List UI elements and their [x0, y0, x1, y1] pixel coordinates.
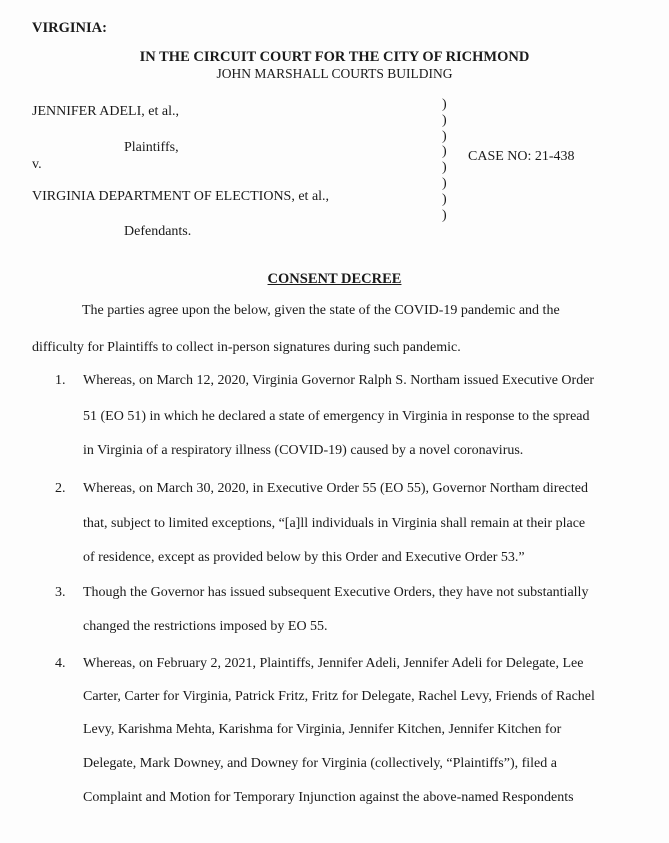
- caption-paren: ): [442, 97, 447, 112]
- paragraph-line: Whereas, on February 2, 2021, Plaintiffs, Jennifer Adeli, Jennifer Adeli for Delegate, Lee: [83, 656, 584, 671]
- plaintiffs-role: Plaintiffs,: [124, 140, 179, 155]
- intro-line: difficulty for Plaintiffs to collect in-person signatures during such pandemic.: [32, 340, 461, 355]
- caption-paren: ): [442, 128, 447, 144]
- paragraph-line: in Virginia of a respiratory illness (COVID-19) caused by a novel coronavirus.: [83, 443, 524, 458]
- defendants-role: Defendants.: [124, 224, 192, 239]
- paragraph-line: 51 (EO 51) in which he declared a state of emergency in Virginia in response to the spread: [83, 409, 590, 424]
- caption-paren: ): [442, 207, 447, 223]
- paragraph-number: 3.: [55, 585, 66, 600]
- state-heading: VIRGINIA:: [32, 20, 107, 36]
- paragraph-number: 4.: [55, 656, 66, 671]
- plaintiff-name: JENNIFER ADELI, et al.,: [32, 104, 179, 119]
- caption-paren: ): [442, 112, 447, 128]
- paragraph-line: changed the restrictions imposed by EO 55.: [83, 619, 328, 634]
- caption-paren: ): [442, 175, 447, 191]
- caption-paren: ): [442, 144, 447, 160]
- paragraph-line: Complaint and Motion for Temporary Injunction against the above-named Respondents: [83, 790, 574, 805]
- paragraph-line: Levy, Karishma Mehta, Karishma for Virginia, Jennifer Kitchen, Jennifer Kitchen for: [83, 722, 562, 737]
- court-building: JOHN MARSHALL COURTS BUILDING: [216, 66, 453, 81]
- paragraph-line: Though the Governor has issued subsequent Executive Orders, they have not substantially: [83, 585, 589, 600]
- caption-bracket: [442, 97, 456, 223]
- paragraph-line: of residence, except as provided below by this Order and Executive Order 53.”: [83, 550, 525, 565]
- intro-line: The parties agree upon the below, given the state of the COVID-19 pandemic and the: [82, 303, 560, 318]
- versus-label: v.: [32, 157, 42, 172]
- caption-paren: ): [442, 191, 447, 207]
- paragraph-line: that, subject to limited exceptions, “[a]ll individuals in Virginia shall remain at their place: [83, 516, 586, 531]
- paragraph-line: Carter, Carter for Virginia, Patrick Fritz, Fritz for Delegate, Rachel Levy, Friends of Rachel: [83, 689, 595, 704]
- paragraph-number: 1.: [55, 373, 66, 388]
- paragraph-number: 2.: [55, 481, 66, 496]
- defendant-name: VIRGINIA DEPARTMENT OF ELECTIONS, et al.,: [32, 189, 330, 204]
- caption-paren: ): [442, 160, 447, 176]
- court-name: IN THE CIRCUIT COURT FOR THE CITY OF RICHMOND: [139, 49, 530, 65]
- document-title: CONSENT DECREE: [267, 271, 402, 287]
- paragraph-line: Whereas, on March 30, 2020, in Executive Order 55 (EO 55), Governor Northam directed: [83, 481, 588, 496]
- paragraph-line: Delegate, Mark Downey, and Downey for Virginia (collectively, “Plaintiffs”), filed a: [83, 756, 557, 771]
- paragraph-line: Whereas, on March 12, 2020, Virginia Governor Ralph S. Northam issued Executive Order: [83, 373, 595, 388]
- case-number: CASE NO: 21-438: [468, 149, 575, 164]
